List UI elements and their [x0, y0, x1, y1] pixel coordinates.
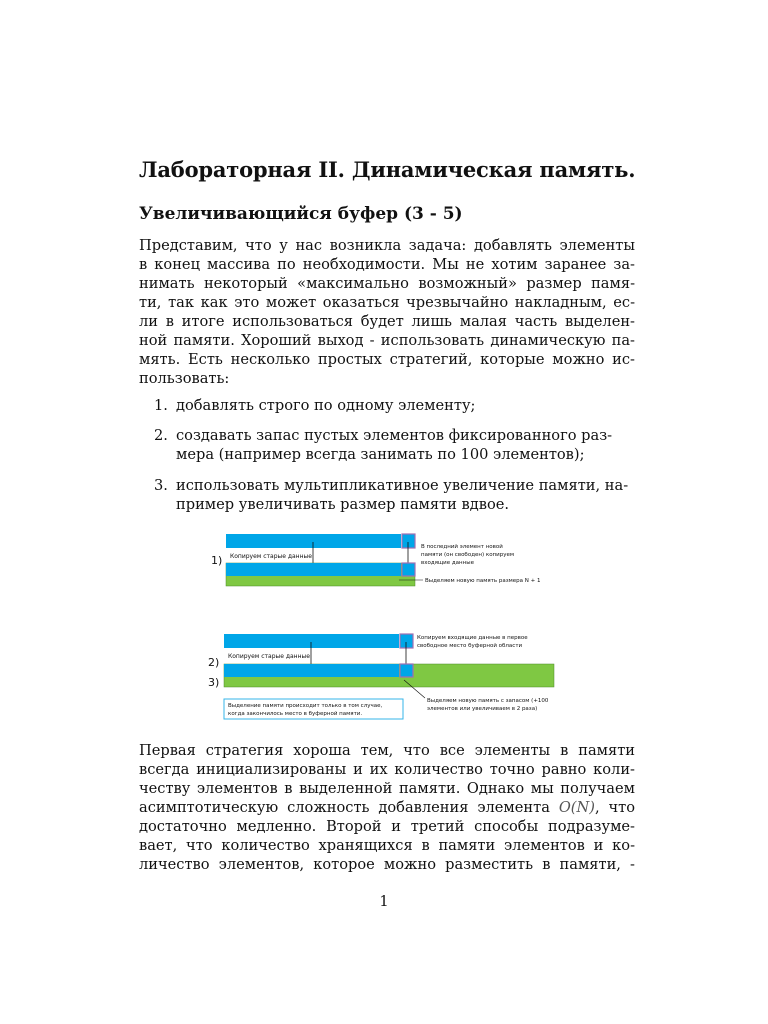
para2-line: Первая стратегия хороша тем, что все элементы в памяти	[139, 742, 635, 759]
para2-text-before-math: асимптотическую сложность добавления элемента	[139, 799, 559, 816]
new-memory-blue-2	[224, 664, 399, 677]
intro-line: ти, так как это может оказаться чрезвычайно накладным, ес-	[139, 294, 635, 311]
list-line: пример увеличивать размер памяти вдвое.	[176, 496, 510, 513]
alloc-reserve-note-line: элементов или увеличиваем в 2 раза)	[427, 706, 538, 712]
intro-line: ной памяти. Хороший выход - использовать динамическую па-	[139, 332, 635, 349]
incoming-element-2	[400, 634, 413, 648]
intro-line: Представим, что у нас возникла задача: добавлять элементы	[139, 237, 635, 254]
list-item	[139, 476, 628, 514]
para2-line: всегда инициализированы и их количество точно равно коли-	[139, 761, 635, 778]
intro-line: нимать некоторый «максимально возможный» размер памя-	[139, 275, 635, 292]
list-number: 1.	[154, 397, 168, 414]
intro-paragraph	[139, 236, 635, 388]
para2-line: личество элементов, которое можно разместить в памяти, -	[139, 856, 635, 873]
para2-line-with-math	[139, 798, 635, 817]
new-memory-blue-1	[226, 563, 401, 576]
para2-text-after-math: , что	[594, 799, 635, 816]
lab-title: Лабораторная II. Динамическая память.	[139, 157, 636, 182]
last-element-note-line: памяти (он свободен) копируем	[421, 552, 515, 558]
intro-line: в конец массива по необходимости. Мы не хотим заранее за-	[139, 256, 635, 273]
boxed-note-line: когда закончилось место в буферной памяти.	[228, 711, 363, 717]
list-number: 3.	[154, 477, 168, 494]
list-line: добавлять строго по одному элементу;	[176, 397, 476, 414]
alloc-n-plus-1-label: Выделяем новую память размера N + 1	[425, 578, 541, 584]
second-paragraph	[139, 741, 635, 874]
list-item	[139, 426, 612, 464]
intro-line: мять. Есть несколько простых стратегий, которые можно ис-	[139, 351, 635, 368]
intro-line: ли в итоге использоваться будет лишь малая часть выделен-	[139, 313, 635, 330]
para2-line: достаточно медленно. Второй и третий способы подразуме-	[139, 818, 635, 835]
buffer-diagram	[199, 530, 559, 725]
complexity-formula: O(N)	[558, 799, 595, 816]
copy-old-label-1: Копируем старые данные	[230, 553, 312, 560]
boxed-note-line: Выделение памяти происходит только в том случае,	[228, 703, 383, 709]
list-line: создавать запас пустых элементов фиксированного раз-	[176, 427, 613, 444]
old-memory-bar-2	[224, 634, 399, 648]
new-first-free-element-2	[400, 664, 413, 677]
para2-line: вает, что количество хранящихся в памяти элементов и ко-	[139, 837, 635, 854]
incoming-element-1	[402, 534, 415, 548]
list-item	[139, 396, 475, 415]
intro-line: пользовать:	[139, 370, 230, 387]
section-title: Увеличивающийся буфер (3 - 5)	[139, 204, 463, 224]
old-memory-bar-1	[226, 534, 401, 548]
copy-old-label-2: Копируем старые данные	[228, 653, 310, 660]
label-1: 1)	[211, 554, 223, 567]
last-element-note-line: В последний элемент новой	[421, 544, 503, 550]
alloc-reserve-note-line: Выделяем новую память с запасом (+100	[427, 698, 549, 704]
list-number: 2.	[154, 427, 168, 444]
list-line: мера (например всегда занимать по 100 элементов);	[176, 446, 585, 463]
copy-incoming-note-line: Копируем входящие данные в первое	[417, 635, 528, 641]
copy-incoming-note-line: свободное место буферной области	[417, 643, 523, 649]
page-number: 1	[379, 893, 389, 910]
para2-line: честву элементов в выделенной памяти. Однако мы получаем	[139, 780, 635, 797]
label-3: 3)	[208, 676, 220, 689]
label-2: 2)	[208, 656, 220, 669]
list-line: использовать мультипликативное увеличение памяти, на-	[176, 477, 629, 494]
new-last-element-1	[402, 563, 415, 576]
last-element-note-line: входящие данные	[421, 560, 474, 566]
